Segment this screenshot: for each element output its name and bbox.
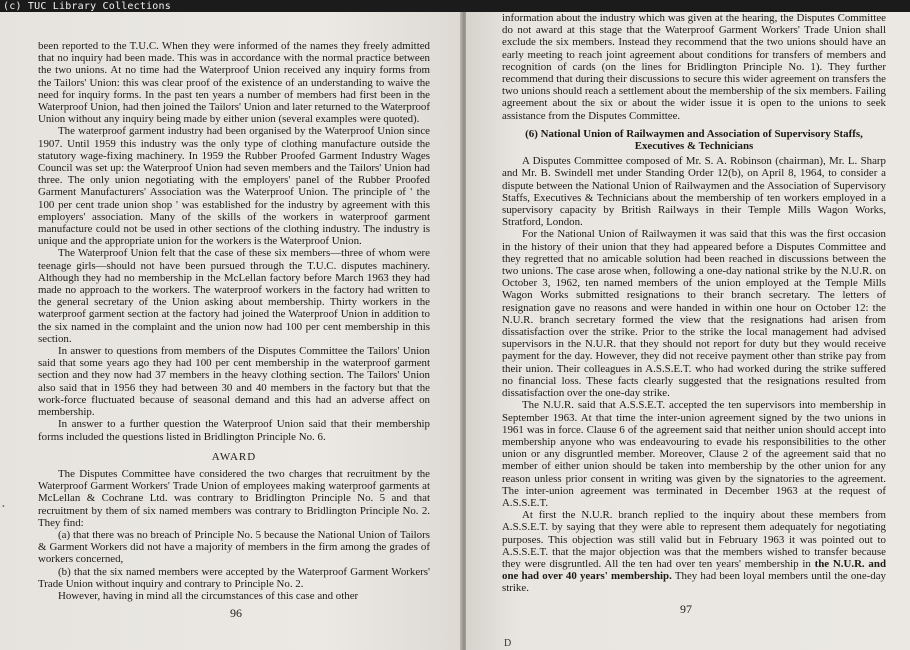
watermark-text: (c) TUC Library Collections [3, 1, 171, 12]
left-paragraph: In answer to a further question the Waterproof Union said that their membership forms included the questions listed in Bridlington Principle No. 6. [38, 418, 430, 443]
section-title [502, 128, 886, 152]
section-title-line-1: (6) National Union of Railwaymen and Association of Supervisory Staffs, [525, 127, 863, 140]
left-paragraph: The waterproof garment industry had been organised by the Waterproof Union since 1907. Until 1959 this industry was the only type of clothing manufacture outside the statutory wage-fixing machinery. In 1959 the Rubber Proofed Garment Industry Wages Council was set up: the Waterproof Union had seven members and the Tailors' Union had three. The only union negotiating with the employers' panel of the Rubber Proofed Garment Manufacturers' Association was the Waterproof Union. The principle of ' the 100 per cent trade union shop ' was established for the industry by agreement with this employers' association. Many of the skills of the workers in waterproof garment manufacture could not be used in other sections of the clothing industry. The industry is unique and the appropriate union for the workers is the Waterproof Union. [38, 125, 430, 248]
section-title-line-2: Executives & Technicians [634, 140, 754, 153]
right-paragraph: information about the industry which was given at the hearing, the Disputes Committee do not award at this stage that the Waterproof Garment Workers' Trade Union shall exclude the six members. Instead they recommend that the two unions should have an early meeting to reach joint agreement about conditions for transfers of members and recognition of cards (on the lines for Bridlington Principle No. 1). They further recommend that during their discussions to secure this wider agreement on transfers the two unions should reach a settlement about the membership of the six members. Failing agreement about the six or about the wider issue it is open to the unions to seek assistance from the Disputes Committee. [502, 12, 886, 122]
award-closing-line: However, having in mind all the circumstances of this case and other [58, 589, 359, 602]
page-number-left: 96 [230, 606, 242, 620]
page-number-right: 97 [680, 602, 692, 616]
award-finding-a: (a) that there was no breach of Principle No. 5 because the National Union of Tailors & Garment Workers did not have a majority of members in the firm among the grades of workers concerned, [38, 528, 430, 566]
right-paragraph: The N.U.R. said that A.S.S.E.T. accepted the ten supervisors into membership in September 1963. At that time the inter-union agreement signed by the two unions in 1961 was in force. Clause 6 of the agreement said that neither union should accept into membership anyone who was endeavouring to evade his responsibilities to the other union or any disgruntled member. Moreover, Clause 2 of the agreement said that no member of either union should be taken into membership by the other union for any reason unless prior consent in writing was given by the signatories to the agreement. The inter-union agreement was terminated in December 1963 at the request of A.S.S.E.T. [502, 399, 886, 509]
left-paragraph: In answer to questions from members of the Disputes Committee the Tailors' Union said that some years ago they had 100 per cent membership in the waterproof garment section and they now had 37 members in the heavy clothing section. The Tailors' Union also said that in 1956 they had between 30 and 40 members in the factory but that the work-force fluctuated because of seasonal demand and this had an adverse affect on membership. [38, 345, 430, 419]
last-para-bold: the N.U.R. and one had over 40 years' membership. [502, 557, 886, 583]
bottom-fragment: D [504, 638, 512, 649]
left-paragraph: been reported to the T.U.C. When they were informed of the names they freely admitted that no inquiry had been made. This was in accordance with the normal practice between the two unions. At no time had the Waterproof Union received any inquiry forms from the Tailors' Union: this was clear proof of the existence of an understanding to waive the need for inquiry forms. In the past ten years a number of members had first been in the Waterproof Union, had then joined the Tailors' Union and later returned to the Waterproof Union without any inquiry being made by either union (several examples were quoted). [38, 40, 430, 126]
margin-dot: • [2, 502, 5, 511]
left-page [0, 12, 462, 650]
award-heading: AWARD [211, 450, 257, 463]
right-paragraph: For the National Union of Railwaymen it was said that this was the first occasion in the history of their union that they had appeared before a Disputes Committee and they regretted that no amicable solution had been reached in discussions between the two unions. The case arose when, following a one-day national strike by the N.U.R. on October 3, 1962, ten named members of the union employed at the Temple Mills Wagon Works submitted resignations to their branch secretary. The letters of resignation gave no reasons and were handed in within one hour on October 12: the N.U.R. branch secretary formed the view that the resignations had arisen from dissatisfaction over the strike. Prior to the strike the local management had advised supervisors in the N.U.R. that they should not report for duty but they would receive payment for the day. However, they did not receive payment other than strike pay from their union. Their colleagues in A.S.S.E.T. who had worked during the strike suffered no financial loss. These facts clearly suggested that the resignations resulted from dissatisfaction over the one-day strike. [502, 228, 886, 400]
right-text-column [502, 12, 886, 595]
last-para-text: At first the N.U.R. branch replied to the inquiry about these members from A.S.S.E.T. by saying that they were able to represent them adequately for negotiating purposes. This objection was still valid but in February 1963 it was pointed out to A.S.S.E.T. that the major objection was that the members wished to transfer because they were disgruntled. All the ten had over ten years' membership in [502, 509, 886, 570]
right-page [466, 12, 910, 650]
award-intro: The Disputes Committee have considered the two charges that recruitment by the Waterproof Garment Workers' Trade Union of employees making waterproof garments at McLellan & Cochrane Ltd. was contrary to Bridlington Principle No. 5 and that recruitment by them of six named members was contrary to Bridlington Principle No. 2. They find: [38, 467, 430, 529]
award-finding-b: (b) that the six named members were accepted by the Waterproof Garment Workers' Trade Union without inquiry and contrary to Principle No. 2. [38, 565, 430, 590]
right-paragraph: A Disputes Committee composed of Mr. S. A. Robinson (chairman), Mr. L. Sharp and Mr. B. Swindell met under Standing Order 12(b), on April 8, 1964, to consider a dispute between the National Union of Railwaymen and the Association of Supervisory Staffs, Executives & Technicians about the membership of ten workers employed in a supervisory capacity by British Railways in their Temple Mills Wagon Works, Stratford, London. [502, 155, 886, 229]
left-paragraph: The Waterproof Union felt that the case of these six members—three of whom were teenage girls—should not have been pursued through the T.U.C. disputes machinery. Although they had no membership in the McLellan factory before March 1963 they had made no approach to the workers. The waterproof workers in the factory had written to the general secretary of the Union asking about membership. Thirty workers in the waterproof garment section at the factory had joined the Waterproof Union in addition to the six named in the complaint and the union now had 100 per cent membership in this section. [38, 247, 430, 345]
left-text-column [38, 40, 430, 602]
right-paragraph-last [502, 509, 886, 594]
last-para-end: They had been loyal members until the one-day strike. [502, 570, 887, 595]
